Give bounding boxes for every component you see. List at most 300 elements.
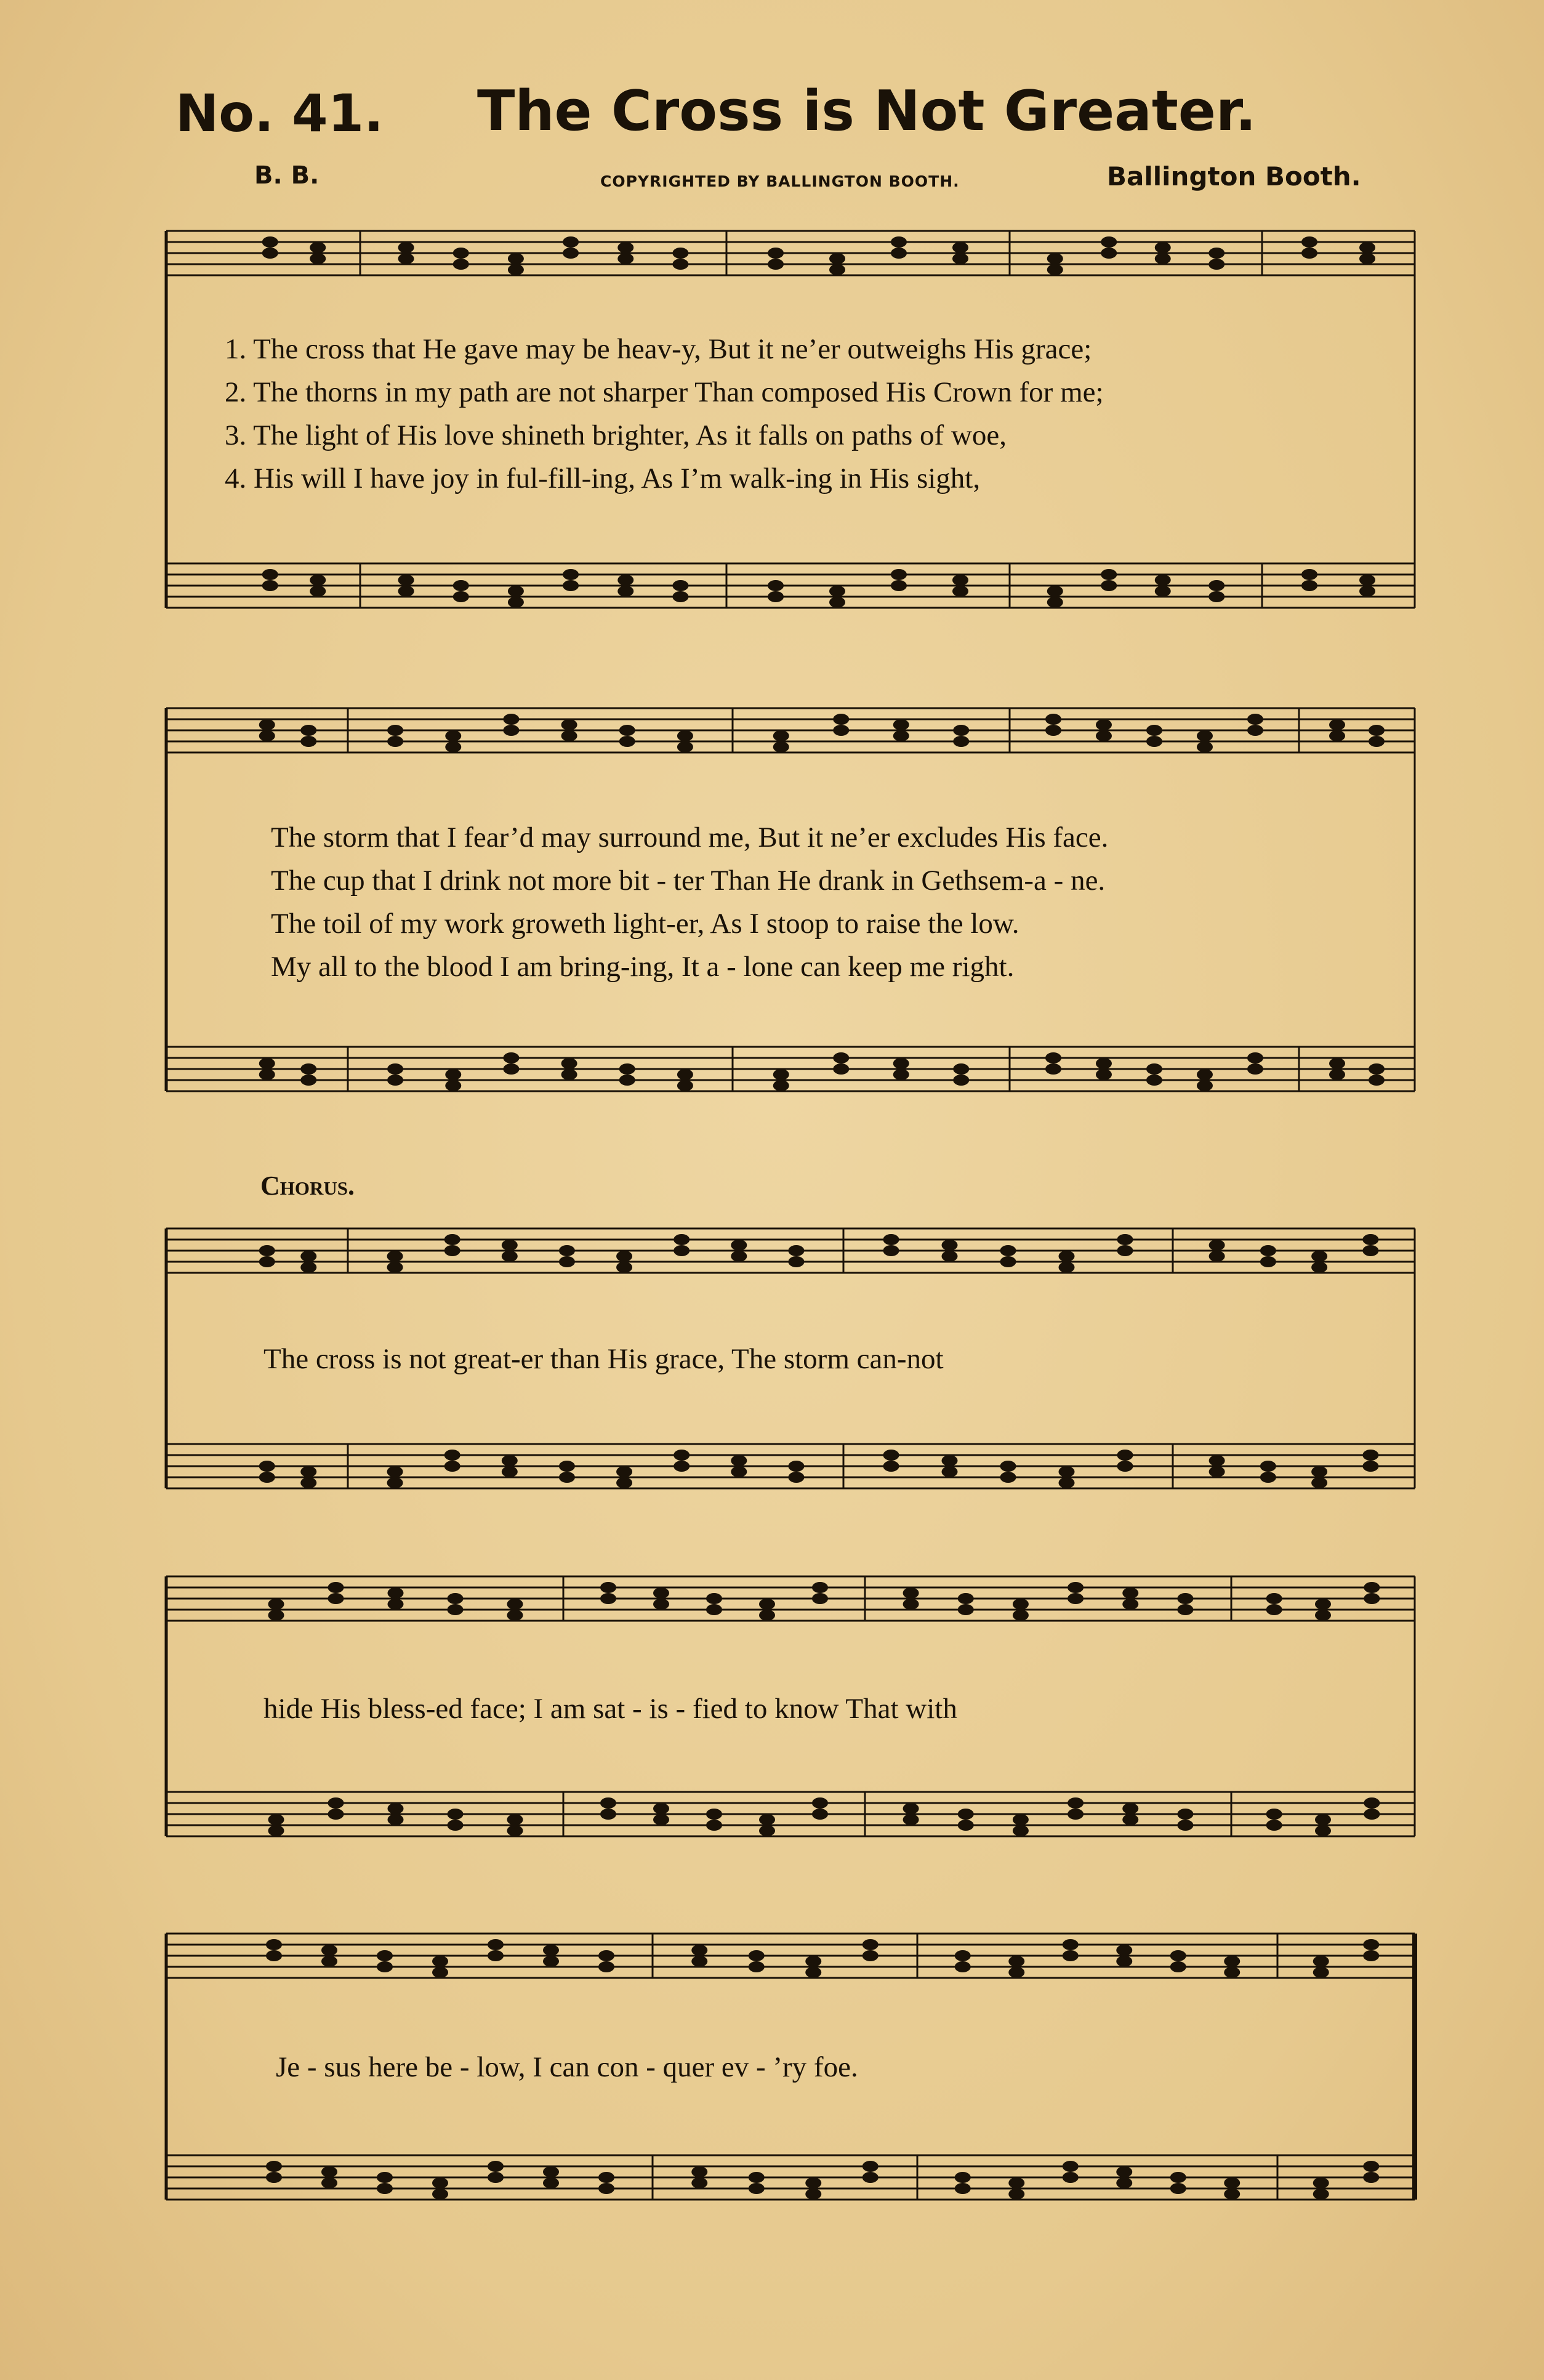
note-head bbox=[1096, 719, 1112, 730]
note-head bbox=[559, 1472, 575, 1483]
note-head bbox=[1116, 2177, 1132, 2188]
note-head bbox=[488, 1950, 504, 1961]
note-head bbox=[1000, 1256, 1016, 1267]
note-head bbox=[561, 730, 577, 741]
note-head bbox=[1177, 1820, 1193, 1831]
note-head bbox=[503, 1052, 519, 1063]
note-head bbox=[768, 580, 784, 591]
note-head bbox=[952, 575, 968, 586]
note-head bbox=[1101, 248, 1117, 259]
note-head bbox=[773, 741, 789, 752]
note-head bbox=[559, 1256, 575, 1267]
chorus-line-1: The cross is not great-er than His grace, The storm can-not bbox=[263, 1343, 944, 1375]
note-head bbox=[1208, 591, 1224, 602]
note-head bbox=[773, 1080, 789, 1091]
note-head bbox=[829, 253, 845, 264]
note-head bbox=[1013, 1610, 1029, 1621]
note-head bbox=[1197, 1080, 1213, 1091]
note-head bbox=[321, 1945, 337, 1956]
note-head bbox=[1369, 736, 1385, 747]
note-head bbox=[1359, 253, 1375, 264]
note-head bbox=[1224, 1967, 1240, 1978]
note-head bbox=[1329, 730, 1345, 741]
note-head bbox=[893, 1058, 909, 1069]
note-head bbox=[955, 2183, 971, 2194]
note-head bbox=[328, 1809, 344, 1820]
note-head bbox=[958, 1809, 974, 1820]
note-head bbox=[453, 259, 469, 270]
note-head bbox=[1315, 1825, 1331, 1836]
note-head bbox=[1329, 719, 1345, 730]
note-head bbox=[1063, 1939, 1079, 1950]
note-head bbox=[310, 253, 326, 264]
verse-text: The light of His love shineth brighter, As it falls on paths of woe, bbox=[253, 419, 1007, 451]
note-head bbox=[1047, 597, 1063, 608]
note-head bbox=[543, 2177, 559, 2188]
note-head bbox=[508, 264, 524, 275]
note-head bbox=[387, 1075, 403, 1086]
note-head bbox=[673, 1450, 690, 1461]
note-head bbox=[387, 1466, 403, 1477]
note-head bbox=[321, 2166, 337, 2177]
note-head bbox=[1301, 580, 1317, 591]
note-head bbox=[812, 1797, 828, 1809]
note-head bbox=[955, 2172, 971, 2183]
note-head bbox=[561, 719, 577, 730]
note-head bbox=[559, 1461, 575, 1472]
note-head bbox=[1363, 2161, 1379, 2172]
note-head bbox=[1311, 1251, 1327, 1262]
note-head bbox=[788, 1472, 804, 1483]
verse-3-line-a bbox=[225, 419, 1007, 452]
note-head bbox=[833, 1063, 849, 1075]
verse-2-line-b: The cup that I drink not more bit - ter Than He drank in Gethsem-a - ne. bbox=[271, 865, 1106, 897]
note-head bbox=[259, 1472, 275, 1483]
note-head bbox=[503, 714, 519, 725]
note-head bbox=[563, 248, 579, 259]
note-head bbox=[1311, 1477, 1327, 1488]
note-head bbox=[1364, 1582, 1380, 1593]
note-head bbox=[706, 1809, 722, 1820]
note-head bbox=[1063, 1950, 1079, 1961]
note-head bbox=[310, 586, 326, 597]
note-head bbox=[262, 236, 278, 248]
note-head bbox=[903, 1599, 919, 1610]
note-head bbox=[706, 1593, 722, 1604]
note-head bbox=[952, 253, 968, 264]
note-head bbox=[1313, 2188, 1329, 2200]
note-head bbox=[398, 242, 414, 253]
note-head bbox=[619, 1063, 635, 1075]
note-head bbox=[448, 1809, 464, 1820]
note-head bbox=[398, 575, 414, 586]
note-head bbox=[488, 2161, 504, 2172]
note-head bbox=[891, 248, 907, 259]
note-head bbox=[672, 580, 688, 591]
note-head bbox=[805, 1967, 821, 1978]
note-head bbox=[1266, 1820, 1282, 1831]
note-head bbox=[444, 1461, 460, 1472]
note-head bbox=[398, 253, 414, 264]
note-head bbox=[1146, 1075, 1162, 1086]
note-head bbox=[543, 1945, 559, 1956]
note-head bbox=[300, 1477, 316, 1488]
note-head bbox=[1047, 586, 1063, 597]
note-head bbox=[310, 242, 326, 253]
note-head bbox=[1209, 1466, 1225, 1477]
note-head bbox=[507, 1814, 523, 1825]
note-head bbox=[300, 736, 316, 747]
note-head bbox=[788, 1256, 804, 1267]
note-head bbox=[387, 1251, 403, 1262]
note-head bbox=[598, 1950, 614, 1961]
note-head bbox=[1208, 259, 1224, 270]
note-head bbox=[952, 242, 968, 253]
note-head bbox=[1313, 1956, 1329, 1967]
note-head bbox=[653, 1803, 669, 1814]
note-head bbox=[388, 1803, 404, 1814]
note-head bbox=[619, 736, 635, 747]
note-head bbox=[1008, 1967, 1024, 1978]
note-head bbox=[1059, 1477, 1075, 1488]
note-head bbox=[300, 1251, 316, 1262]
note-head bbox=[1117, 1450, 1133, 1461]
note-head bbox=[953, 1063, 969, 1075]
note-head bbox=[731, 1466, 747, 1477]
note-head bbox=[388, 1814, 404, 1825]
note-head bbox=[561, 1069, 577, 1080]
note-head bbox=[1101, 236, 1117, 248]
note-head bbox=[1013, 1599, 1029, 1610]
note-head bbox=[1068, 1593, 1084, 1604]
note-head bbox=[616, 1466, 632, 1477]
note-head bbox=[300, 1063, 316, 1075]
verse-4-line-a bbox=[225, 462, 980, 495]
note-head bbox=[508, 597, 524, 608]
note-head bbox=[958, 1820, 974, 1831]
note-head bbox=[503, 725, 519, 736]
note-head bbox=[805, 2177, 821, 2188]
note-head bbox=[1224, 2177, 1240, 2188]
note-head bbox=[677, 1069, 693, 1080]
note-head bbox=[600, 1582, 616, 1593]
note-head bbox=[328, 1582, 344, 1593]
note-head bbox=[1369, 725, 1385, 736]
note-head bbox=[1197, 730, 1213, 741]
note-head bbox=[1116, 2166, 1132, 2177]
note-head bbox=[1301, 569, 1317, 580]
note-head bbox=[598, 2183, 614, 2194]
note-head bbox=[1013, 1825, 1029, 1836]
note-head bbox=[453, 580, 469, 591]
note-head bbox=[812, 1809, 828, 1820]
note-head bbox=[502, 1455, 518, 1466]
note-head bbox=[749, 2183, 765, 2194]
note-head bbox=[833, 1052, 849, 1063]
note-head bbox=[691, 2177, 707, 2188]
note-head bbox=[1155, 575, 1171, 586]
note-head bbox=[749, 2172, 765, 2183]
note-head bbox=[300, 1075, 316, 1086]
note-head bbox=[942, 1240, 958, 1251]
note-head bbox=[1247, 725, 1263, 736]
note-head bbox=[1260, 1256, 1276, 1267]
note-head bbox=[1301, 248, 1317, 259]
note-head bbox=[952, 586, 968, 597]
note-head bbox=[445, 1080, 461, 1091]
note-head bbox=[1311, 1262, 1327, 1273]
note-head bbox=[616, 1477, 632, 1488]
note-head bbox=[883, 1461, 899, 1472]
note-head bbox=[1247, 1052, 1263, 1063]
note-head bbox=[1096, 1069, 1112, 1080]
note-head bbox=[266, 2161, 282, 2172]
note-head bbox=[1313, 1967, 1329, 1978]
note-head bbox=[1146, 736, 1162, 747]
note-head bbox=[444, 1245, 460, 1256]
note-head bbox=[1155, 586, 1171, 597]
note-head bbox=[942, 1455, 958, 1466]
note-head bbox=[259, 1069, 275, 1080]
note-head bbox=[731, 1251, 747, 1262]
note-head bbox=[1266, 1593, 1282, 1604]
note-head bbox=[1068, 1582, 1084, 1593]
hymn-number: No. 41. bbox=[175, 83, 384, 143]
note-head bbox=[1208, 580, 1224, 591]
note-head bbox=[891, 569, 907, 580]
note-head bbox=[812, 1593, 828, 1604]
note-head bbox=[432, 1956, 448, 1967]
note-head bbox=[1177, 1593, 1193, 1604]
note-head bbox=[507, 1610, 523, 1621]
note-head bbox=[653, 1587, 669, 1599]
note-head bbox=[387, 1063, 403, 1075]
note-head bbox=[268, 1814, 284, 1825]
note-head bbox=[259, 1256, 275, 1267]
note-head bbox=[1260, 1245, 1276, 1256]
note-head bbox=[1116, 1945, 1132, 1956]
note-head bbox=[1063, 2161, 1079, 2172]
note-head bbox=[677, 741, 693, 752]
verse-number: 4. bbox=[225, 462, 247, 494]
note-head bbox=[829, 586, 845, 597]
note-head bbox=[377, 2172, 393, 2183]
note-head bbox=[749, 1950, 765, 1961]
note-head bbox=[1116, 1956, 1132, 1967]
note-head bbox=[1096, 1058, 1112, 1069]
note-head bbox=[266, 1939, 282, 1950]
note-head bbox=[502, 1240, 518, 1251]
note-head bbox=[1045, 725, 1061, 736]
note-head bbox=[387, 1477, 403, 1488]
note-head bbox=[619, 1075, 635, 1086]
note-head bbox=[488, 2172, 504, 2183]
note-head bbox=[1047, 253, 1063, 264]
note-head bbox=[617, 586, 633, 597]
note-head bbox=[1197, 741, 1213, 752]
note-head bbox=[619, 725, 635, 736]
note-head bbox=[387, 736, 403, 747]
note-head bbox=[1369, 1075, 1385, 1086]
note-head bbox=[432, 2177, 448, 2188]
note-head bbox=[1362, 1245, 1378, 1256]
verse-number: 2. bbox=[225, 376, 247, 408]
note-head bbox=[1008, 2188, 1024, 2200]
note-head bbox=[812, 1582, 828, 1593]
note-head bbox=[673, 1234, 690, 1245]
note-head bbox=[1101, 580, 1117, 591]
note-head bbox=[1359, 242, 1375, 253]
note-head bbox=[1122, 1814, 1138, 1825]
note-head bbox=[677, 1080, 693, 1091]
note-head bbox=[1177, 1809, 1193, 1820]
note-head bbox=[1122, 1599, 1138, 1610]
note-head bbox=[1247, 1063, 1263, 1075]
note-head bbox=[1209, 1240, 1225, 1251]
note-head bbox=[862, 2161, 879, 2172]
note-head bbox=[617, 253, 633, 264]
chorus-line-3: Je - sus here be - low, I can con - quer ev - ’ry foe. bbox=[276, 2051, 858, 2083]
note-head bbox=[805, 2188, 821, 2200]
note-head bbox=[321, 2177, 337, 2188]
note-head bbox=[268, 1610, 284, 1621]
note-head bbox=[691, 1945, 707, 1956]
note-head bbox=[507, 1825, 523, 1836]
note-head bbox=[1362, 1234, 1378, 1245]
note-head bbox=[1170, 1961, 1186, 1972]
note-head bbox=[1170, 1950, 1186, 1961]
note-head bbox=[883, 1245, 899, 1256]
note-head bbox=[1362, 1461, 1378, 1472]
note-head bbox=[1146, 1063, 1162, 1075]
note-head bbox=[1000, 1245, 1016, 1256]
note-head bbox=[1364, 1797, 1380, 1809]
note-head bbox=[891, 580, 907, 591]
verse-text: The thorns in my path are not sharper Than composed His Crown for me; bbox=[253, 376, 1104, 408]
verse-number: 1. bbox=[225, 333, 247, 365]
note-head bbox=[1008, 2177, 1024, 2188]
note-head bbox=[328, 1797, 344, 1809]
note-head bbox=[673, 1461, 690, 1472]
note-head bbox=[1301, 236, 1317, 248]
note-head bbox=[598, 1961, 614, 1972]
note-head bbox=[617, 575, 633, 586]
note-head bbox=[1045, 1052, 1061, 1063]
note-head bbox=[691, 1956, 707, 1967]
note-head bbox=[445, 741, 461, 752]
verse-4-line-b: My all to the blood I am bring-ing, It a - lone can keep me right. bbox=[271, 951, 1015, 983]
note-head bbox=[1045, 1063, 1061, 1075]
note-head bbox=[1209, 1251, 1225, 1262]
note-head bbox=[672, 259, 688, 270]
note-head bbox=[1117, 1234, 1133, 1245]
note-head bbox=[953, 736, 969, 747]
note-head bbox=[677, 730, 693, 741]
note-head bbox=[653, 1814, 669, 1825]
note-head bbox=[598, 2172, 614, 2183]
note-head bbox=[672, 591, 688, 602]
note-head bbox=[1359, 575, 1375, 586]
note-head bbox=[903, 1587, 919, 1599]
note-head bbox=[387, 725, 403, 736]
note-head bbox=[543, 1956, 559, 1967]
note-head bbox=[543, 2166, 559, 2177]
note-head bbox=[1013, 1814, 1029, 1825]
note-head bbox=[749, 1961, 765, 1972]
note-head bbox=[445, 730, 461, 741]
note-head bbox=[833, 714, 849, 725]
note-head bbox=[891, 236, 907, 248]
hymn-title: The Cross is Not Greater. bbox=[477, 79, 1257, 143]
note-head bbox=[773, 730, 789, 741]
note-head bbox=[955, 1950, 971, 1961]
note-head bbox=[788, 1245, 804, 1256]
note-head bbox=[759, 1610, 775, 1621]
note-head bbox=[432, 2188, 448, 2200]
note-head bbox=[1059, 1251, 1075, 1262]
note-head bbox=[953, 725, 969, 736]
verse-number: 3. bbox=[225, 419, 247, 451]
note-head bbox=[862, 1950, 879, 1961]
note-head bbox=[266, 1950, 282, 1961]
note-head bbox=[731, 1240, 747, 1251]
note-head bbox=[1315, 1599, 1331, 1610]
note-head bbox=[903, 1803, 919, 1814]
note-head bbox=[759, 1599, 775, 1610]
note-head bbox=[300, 1466, 316, 1477]
note-head bbox=[377, 2183, 393, 2194]
note-head bbox=[805, 1956, 821, 1967]
verse-1-line-a bbox=[225, 333, 1092, 366]
note-head bbox=[262, 248, 278, 259]
note-head bbox=[829, 264, 845, 275]
note-head bbox=[768, 591, 784, 602]
note-head bbox=[1068, 1797, 1084, 1809]
note-head bbox=[262, 580, 278, 591]
note-head bbox=[833, 725, 849, 736]
note-head bbox=[1209, 1455, 1225, 1466]
note-head bbox=[1059, 1262, 1075, 1273]
note-head bbox=[600, 1809, 616, 1820]
note-head bbox=[1315, 1814, 1331, 1825]
note-head bbox=[1000, 1461, 1016, 1472]
note-head bbox=[448, 1593, 464, 1604]
note-head bbox=[259, 730, 275, 741]
note-head bbox=[1266, 1604, 1282, 1615]
note-head bbox=[1146, 725, 1162, 736]
note-head bbox=[300, 1262, 316, 1273]
note-head bbox=[503, 1063, 519, 1075]
note-head bbox=[958, 1593, 974, 1604]
note-head bbox=[1313, 2177, 1329, 2188]
note-head bbox=[1000, 1472, 1016, 1483]
note-head bbox=[444, 1450, 460, 1461]
note-head bbox=[1122, 1803, 1138, 1814]
note-head bbox=[862, 2172, 879, 2183]
note-head bbox=[1101, 569, 1117, 580]
note-head bbox=[300, 725, 316, 736]
note-head bbox=[445, 1069, 461, 1080]
note-head bbox=[561, 1058, 577, 1069]
note-head bbox=[453, 248, 469, 259]
note-head bbox=[559, 1245, 575, 1256]
note-head bbox=[1117, 1245, 1133, 1256]
note-head bbox=[600, 1797, 616, 1809]
note-head bbox=[453, 591, 469, 602]
note-head bbox=[1247, 714, 1263, 725]
note-head bbox=[563, 236, 579, 248]
note-head bbox=[1359, 586, 1375, 597]
